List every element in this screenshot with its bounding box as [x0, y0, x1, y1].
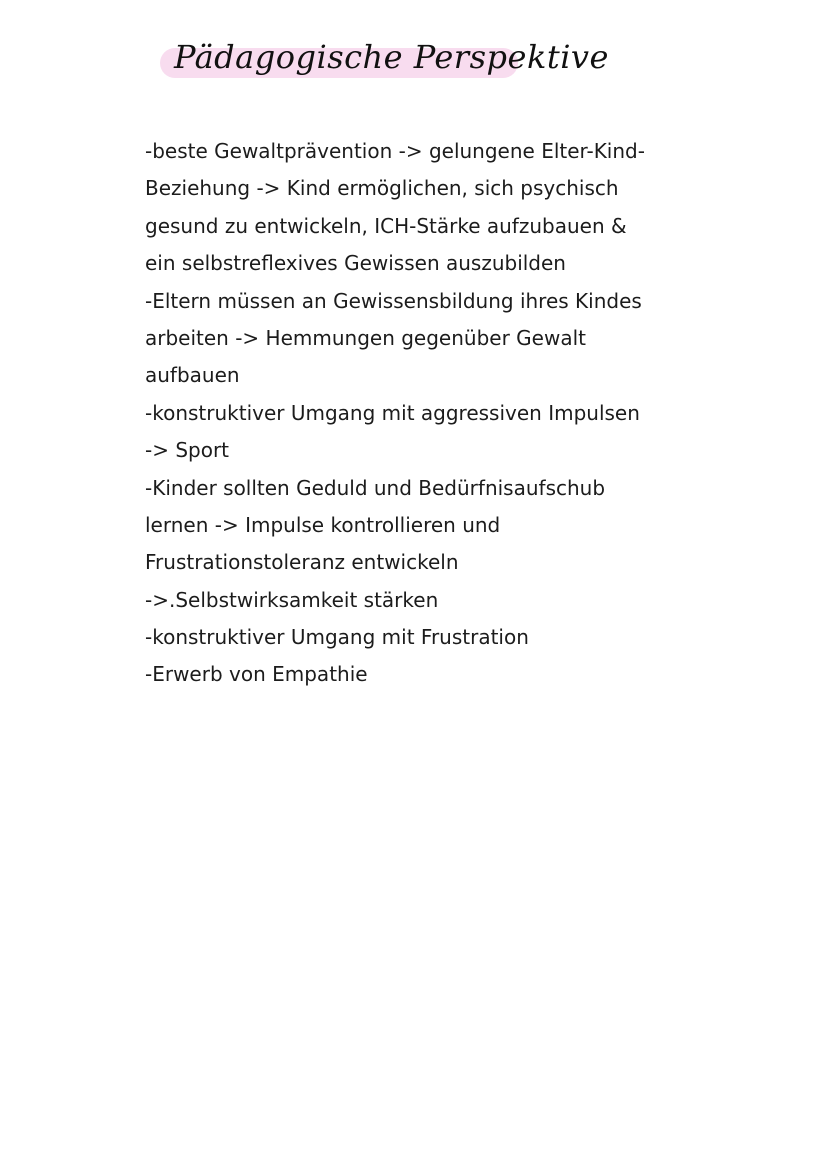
note-line: ->.Selbstwirksamkeit stärken — [145, 587, 439, 612]
note-line: arbeiten -> Hemmungen gegenüber Gewalt — [145, 325, 586, 350]
note-line: -beste Gewaltprävention -> gelungene Elter-Kind- — [145, 139, 645, 163]
title-block — [160, 36, 609, 92]
note-line: ein selbstreflexives Gewissen auszubilden — [145, 251, 566, 276]
note-line: gesund zu entwickeln, ICH-Stärke aufzubauen & — [145, 213, 627, 238]
note-line: Frustrationstoleranz entwickeln — [145, 550, 459, 575]
notes-list — [145, 133, 705, 694]
note-line: -Erwerb von Empathie — [145, 662, 368, 687]
page-title: Pädagogische Perspektive — [174, 38, 609, 76]
note-line: lernen -> Impulse kontrollieren und — [145, 512, 501, 537]
note-line: -Eltern müssen an Gewissensbildung ihres Kindes — [145, 288, 642, 313]
note-line: Beziehung -> Kind ermöglichen, sich psychisch — [145, 176, 619, 201]
note-line: -konstruktiver Umgang mit aggressiven Impulsen — [145, 400, 640, 425]
note-line: -konstruktiver Umgang mit Frustration — [145, 625, 529, 650]
note-line: aufbauen — [145, 363, 240, 388]
note-line: -> Sport — [145, 438, 230, 463]
note-line: -Kinder sollten Geduld und Bedürfnisaufschub — [145, 475, 606, 500]
